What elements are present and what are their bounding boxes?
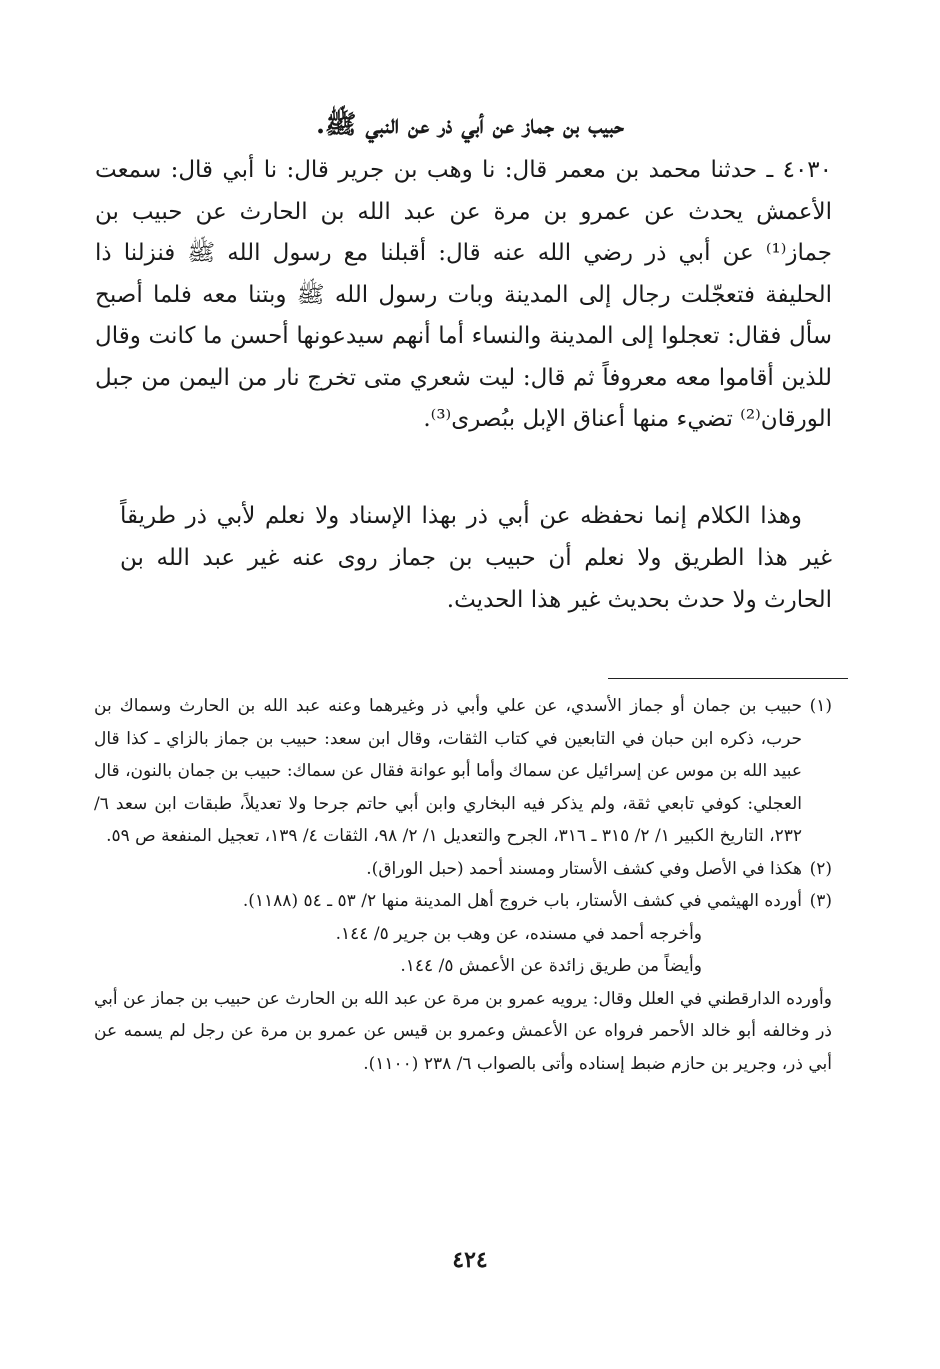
- hadith-text: حدثنا محمد بن معمر قال: نا وهب بن جرير قال: نا أبي قال: سمعت الأعمش يحدث عن عمرو بن مرة عن عبد الله بن الحارث عن حبيب بن جماز⁽¹⁾ عن أبي ذر رضي الله عنه قال: أقبلنا مع رسول الله ﷺ فنزلنا ذا الحليفة فتعجّلت رجال إلى المدينة وبات رسول الله ﷺ وبتنا معه فلما أصبح سأل فقال: تعجلوا إلى المدينة والنساء أما أنهم سيدعونها أحسن ما كانت وقال للذين أقاموا معه معروفاً ثم قال: ليت شعري متى تخرج نار من اليمن من جبل الورقان⁽²⁾ تضيء منها أعناق الإبل ببُصرى⁽³⁾.: [95, 157, 832, 432]
- footnote-mark: (٣): [809, 891, 832, 911]
- footnote-text: هكذا في الأصل وفي كشف الأستار ومسند أحمد (حبل الوراق).: [366, 858, 802, 879]
- footnote-text: أورده الهيثمي في كشف الأستار، باب خروج أهل المدينة منها ٢/ ٥٣ ـ ٥٤ (١١٨٨).: [242, 891, 802, 911]
- footnote-3-reference: وأخرجه أحمد في مسنده، عن وهب بن جرير ٥/ ١٤٤.: [335, 923, 702, 944]
- footnote-mark: (٢): [809, 858, 832, 879]
- footnotes-section: [94, 690, 832, 1080]
- footnote-3-reference: وأيضاً من طريق زائدة عن الأعمش ٥/ ١٤٤.: [400, 956, 702, 976]
- footnote-2: [94, 853, 832, 886]
- footnote-text: حبيب بن جمان أو جماز الأسدي، عن علي وأبي ذر وغيرهما وعنه عبد الله بن الحارث وسماك بن حرب، ذكره ابن حبان في التابعين في كتاب الثقات، وقال ابن سعد: حبيب بن جماز بالزاي ـ كذا قال عبيد الله بن موس عن إسرائيل عن سماك وأما أبو عوانة فقال عن سماك: حبيب بن جمان بالنون، قال العجلي: كوفي تابعي ثقة، ولم يذكر فيه البخاري وابن أبي حاتم جرحا ولا تعديلاً، طبقات ابن سعد ٦/ ٢٣٢، التاريخ الكبير ١/ ٢/ ٣١٥ ـ ٣١٦، الجرح والتعديل ١/ ٢/ ٩٨، الثقات ٤/ ١٣٩، تعجيل المنفعة ص ٥٩.: [94, 696, 802, 846]
- page-number: ٤٢٤: [452, 1247, 488, 1273]
- footnote-1: [94, 690, 832, 853]
- footnote-mark: (١): [809, 696, 832, 716]
- author-commentary: وهذا الكلام إنما نحفظه عن أبي ذر بهذا الإسناد ولا نعلم لأبي ذر طريقاً غير هذا الطريق ولا نعلم أن حبيب بن جماز روى عنه غير عبد الله بن الحارث ولا حدث بحديث غير هذا الحديث.: [120, 503, 832, 613]
- footnote-3-reference: وأورده الدارقطني في العلل وقال: يرويه عمرو بن مرة عن عبد الله بن الحارث عن حبيب بن جماز عن أبي ذر وخالفه أبو خالد الأحمر فرواه عن الأعمش وعمرو بن قيس عن عمرو بن مرة عن رجل لم يسمه عن أبي ذر، وجرير بن حازم ضبط إسناده وأتى بالصواب ٦/ ٢٣٨ (١١٠٠).: [94, 988, 832, 1074]
- footnote-3: [94, 885, 832, 918]
- chapter-heading: حبيب بن جماز عن أبي ذر عن النبي ﷺ.: [315, 110, 625, 140]
- footnote-separator: [608, 678, 848, 679]
- hadith-block: [95, 150, 832, 441]
- hadith-number: ٤٠٣٠ ـ: [766, 157, 833, 183]
